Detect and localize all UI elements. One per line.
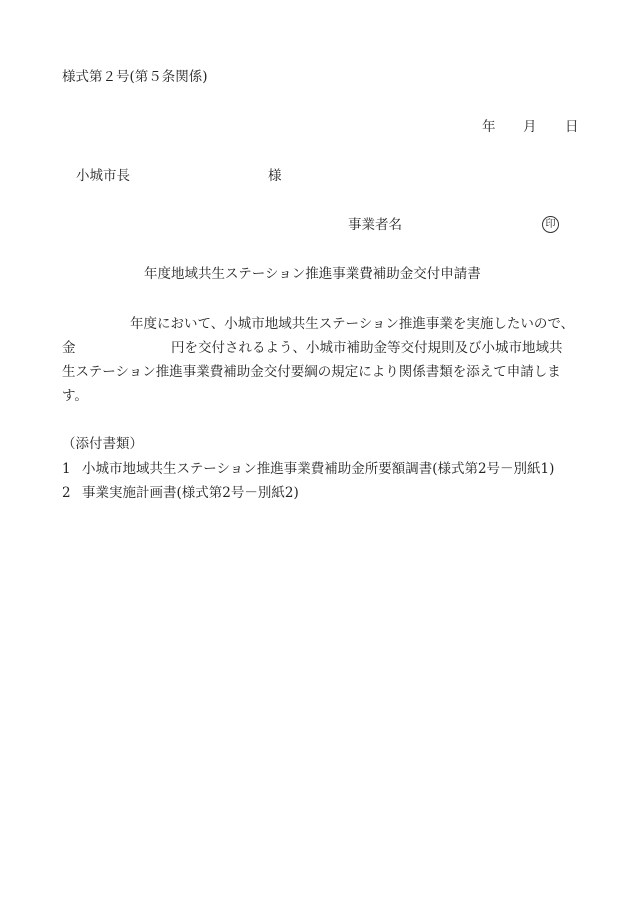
form-number: 様式第２号(第５条関係) (62, 69, 208, 85)
applicant-name-label: 事業者名 (348, 217, 402, 233)
body-text-line-4: す。 (62, 388, 88, 404)
body-amount-label: 金 (62, 340, 76, 356)
body-text-line-1: 年度において、小城市地域共生ステーション推進事業を実施したいので、 (130, 316, 575, 332)
document-title: 年度地域共生ステーション推進事業費補助金交付申請書 (144, 266, 481, 282)
attachment-number: 1 (62, 461, 71, 477)
date-year-label: 年 (482, 119, 496, 135)
date-day-label: 日 (565, 119, 579, 135)
date-month-label: 月 (523, 119, 537, 135)
attachment-item: 小城市地域共生ステーション推進事業費補助金所要額調書(様式第2号－別紙1) (82, 461, 555, 477)
body-text-line-3: 生ステーション推進事業費補助金交付要綱の規定により関係書類を添えて申請しま (62, 364, 561, 380)
addressee-honorific: 様 (268, 168, 282, 184)
addressee-name: 小城市長 (76, 168, 130, 184)
attachments-heading: （添付書類） (62, 436, 143, 452)
attachment-number: 2 (62, 485, 71, 501)
seal-mark-icon: 印 (542, 216, 559, 233)
attachment-item: 事業実施計画書(様式第2号－別紙2) (82, 485, 299, 501)
body-text-line-2: 円を交付されるよう、小城市補助金等交付規則及び小城市地域共 (171, 340, 563, 356)
